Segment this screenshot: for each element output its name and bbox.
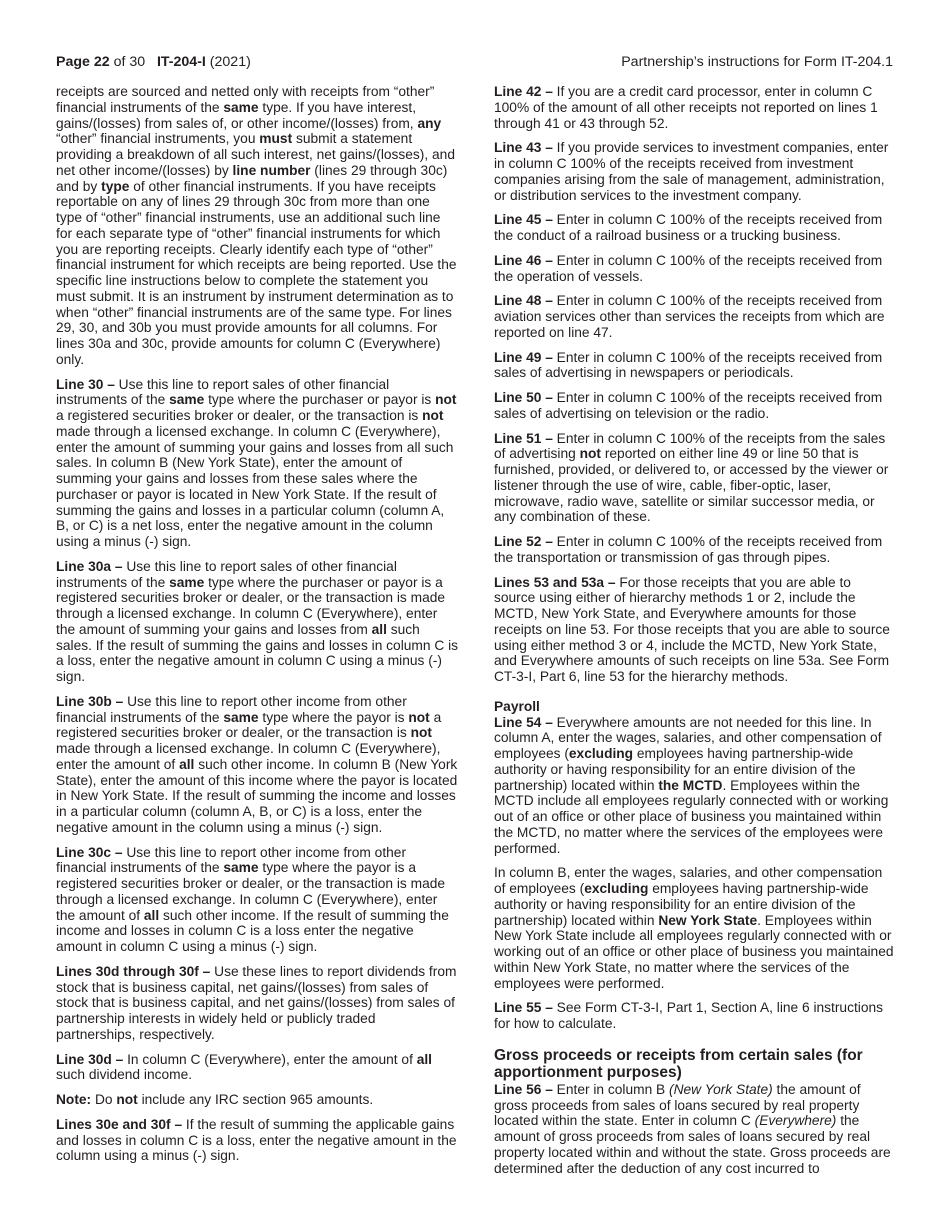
bold-text: same: [169, 574, 205, 590]
italic-text: (Everywhere): [754, 1113, 837, 1129]
line-30b-instruction: [56, 694, 458, 836]
bold-text: same: [223, 99, 259, 115]
text: reported on either line 49 or line 50 that is furnished, provided, or delivered to, or accessed by the viewer or listener through the use of wire, cable, fiber-optic, laser, microwave, radio wave, satellite or similar successor media, or any combination of these.: [494, 446, 889, 525]
text: If you provide services to investment companies, enter in column C 100% of the receipts received from investment companies arising from the sale of management, administration, or distribution services to the investment company.: [494, 140, 889, 203]
line-30c-instruction: [56, 845, 458, 955]
bold-text: New York State: [658, 912, 758, 928]
text: If the result of summing the applicable gains and losses in column C is a loss, enter the negative amount in the column using a minus (-) sign.: [56, 1116, 457, 1164]
line-49-instruction: [494, 350, 896, 382]
bold-text: not: [116, 1092, 138, 1107]
text: See Form CT-3-I, Part 1, Section A, line 6 instructions for how to calculate.: [494, 1000, 883, 1031]
lines-30d-30f-instruction: [56, 964, 458, 1043]
page-title: Partnership’s instructions for Form IT-204.1: [621, 54, 893, 70]
text: Use this line to report sales of other financial instruments of the: [56, 558, 397, 590]
text: such other income. In column B (New York State), enter the amount of this income where the payor is located in New York State. If the result of summing the income and losses in a particular column (column A, B, or C) is a loss, enter the negative amount in the column using a minus (-) sign.: [56, 756, 458, 835]
text: Use these lines to report dividends from stock that is business capital, net gains/(losses) from sales of stock that is business capital, and net gains/(losses) from sales of partnership interests in widely held or publicly traded partnerships, respectively.: [56, 963, 457, 1042]
line-42-instruction: [494, 84, 896, 131]
line-label: Line 45 –: [494, 212, 553, 228]
line-label: Line 30d –: [56, 1051, 124, 1067]
bold-text: same: [169, 392, 205, 408]
text: such sales. If the result of summing the gains and losses in column C is a loss, enter the negative amount in column C using a minus (-) sign.: [56, 621, 458, 684]
bold-text: excluding: [584, 881, 649, 896]
bold-text: all: [143, 907, 160, 923]
bold-text: not: [410, 725, 433, 741]
text: Use this line to report sales of other financial instruments of the: [56, 376, 390, 408]
text: Enter in column C 100% of the receipts received from the conduct of a railroad business or a trucking business.: [494, 212, 883, 243]
text: the amount of gross proceeds from sales of loans secured by real property located within the state. Enter in column C: [494, 1081, 861, 1129]
line-label: Line 54 –: [494, 714, 553, 730]
line-label: Line 30 –: [56, 376, 115, 392]
text: a registered securities broker or dealer, or the transaction is: [56, 709, 442, 741]
bold-text: must: [259, 131, 293, 147]
line-48-instruction: [494, 293, 896, 340]
bold-text: line number: [232, 162, 311, 178]
text: Do: [91, 1092, 117, 1107]
line-label: Line 43 –: [494, 140, 553, 156]
text: Use this line to report other income from other financial instruments of the: [56, 693, 407, 725]
lines-30e-30f-instruction: [56, 1117, 458, 1164]
line-43-instruction: [494, 140, 896, 203]
bold-text: same: [223, 709, 259, 725]
note-label: Note:: [56, 1092, 92, 1107]
text: In column B, enter the wages, salaries, and other compensation of employees (: [494, 865, 883, 896]
line-54-column-b: [494, 865, 896, 991]
text: Enter in column C 100% of the receipts received from sales of advertising on television or the radio.: [494, 390, 883, 421]
text: such dividend income.: [56, 1067, 193, 1083]
line-56-instruction: [494, 1082, 896, 1177]
text: made through a licensed exchange. In column C (Everywhere), enter the amount of: [56, 741, 441, 772]
text: . Employees within the MCTD include all employees regularly connected with or working out of an office or other place of business you maintained within the MCTD, no matter where the services of the employees were performed.: [494, 777, 889, 856]
page-of: of 30: [109, 54, 146, 70]
text: receipts are sourced and netted only with receipts from “other” financial instruments of the: [56, 84, 435, 115]
left-column: [56, 84, 458, 1173]
text: Enter in column C 100% of the receipts received from the transportation or transmission of gas through pipes.: [494, 534, 883, 565]
bold-text: not: [422, 408, 444, 423]
line-label: Line 52 –: [494, 534, 553, 549]
text: In column C (Everywhere), enter the amount of: [123, 1051, 417, 1067]
text: If you are a credit card processor, enter in column C 100% of the amount of all other receipts not reported on lines 1 through 41 or 43 through 52.: [494, 84, 878, 131]
text: Enter in column C 100% of the receipts received from sales of advertising in newspapers or periodicals.: [494, 349, 883, 381]
text: Use this line to report other income from other financial instruments of the: [56, 844, 407, 876]
paragraph-continued: [56, 84, 458, 368]
line-55-instruction: [494, 1000, 896, 1032]
line-45-instruction: [494, 212, 896, 244]
bold-text: not: [579, 446, 601, 462]
bold-text: all: [179, 756, 195, 772]
text: type where the purchaser or payor is: [204, 392, 436, 408]
lines-53-53a-instruction: [494, 575, 896, 685]
line-54-instruction: [494, 715, 896, 857]
line-51-instruction: [494, 431, 896, 526]
payroll-heading: Payroll: [494, 698, 540, 714]
gross-proceeds-heading: Gross proceeds or receipts from certain sales (for apportionment purposes): [494, 1046, 863, 1082]
text: submit a statement providing a breakdown of all such interest, net gains/(losses), and net other income/(losses) by: [56, 131, 455, 178]
page-number-and-form: [56, 53, 251, 71]
text: Everywhere amounts are not needed for this line. In column A, enter the wages, salaries, and other compensation of employees (: [494, 714, 882, 761]
text: Enter in column C 100% of the receipts received from aviation services other than services the receipts from which are reported on line 47.: [494, 293, 885, 340]
text: employees having partnership-wide authority or having responsibility for an entire division of the partnership) located within: [494, 881, 869, 928]
text: Enter in column B: [552, 1081, 670, 1097]
page-label: Page 22: [56, 54, 110, 70]
line-52-instruction: [494, 534, 896, 566]
line-label: Line 42 –: [494, 84, 553, 99]
text: the amount of gross proceeds from sales of loans secured by real property located within and without the state. Gross proceeds are determined after the deduction of any cost incurred to: [494, 1113, 891, 1176]
line-label: Line 56 –: [494, 1081, 553, 1097]
text: such other income. If the result of summing the income and losses in column C is a loss enter the negative amount in column C using a minus (-) sign.: [56, 907, 449, 954]
line-30d-instruction: [56, 1052, 458, 1084]
line-30-instruction: [56, 377, 458, 550]
bold-text: all: [371, 621, 387, 637]
line-label: Lines 53 and 53a –: [494, 574, 616, 590]
bold-text: excluding: [568, 746, 634, 761]
bold-text: all: [416, 1051, 433, 1067]
text: . Employees within New York State include all employees regularly connected with or working out of an office or other place of business you maintained within New York State, no matter where the services of the employees were performed.: [494, 912, 894, 991]
line-46-instruction: [494, 253, 896, 285]
line-label: Line 30a –: [56, 558, 123, 574]
text: For those receipts that you are able to source using either of hierarchy methods 1 or 2, include the MCTD, New York State, and Everywhere amounts for those receipts on line 53. For those receipts that you are able to source using either method 3 or 4, include the MCTD, New York State, and Everywhere amounts of such receipts on line 53a. See Form CT-3-I, Part 6, line 53 for the hierarchy methods.: [494, 574, 890, 684]
line-label: Lines 30d through 30f –: [56, 963, 211, 979]
line-label: Line 48 –: [494, 293, 553, 309]
bold-text: not: [435, 392, 457, 408]
italic-text: (New York State): [669, 1081, 773, 1097]
bold-text: any: [417, 115, 442, 131]
text: type. If you have interest, gains/(losses) from sales of, or other income/(losses) from,: [56, 99, 418, 131]
right-column: [494, 84, 896, 1176]
line-label: Lines 30e and 30f –: [56, 1116, 183, 1132]
line-label: Line 51 –: [494, 430, 553, 446]
text: employees having partnership-wide authority or having responsibility for an entire division of the partnership) located within: [494, 746, 856, 793]
line-label: Line 49 –: [494, 349, 553, 365]
line-30a-instruction: [56, 559, 458, 685]
text: type where the payor is: [258, 709, 409, 725]
bold-text: same: [223, 860, 259, 876]
bold-text: type: [101, 178, 130, 194]
text: a registered securities broker or dealer, or the transaction is: [56, 408, 423, 423]
text: type where the payor is a registered securities broker or dealer, or the transaction is made through a licensed exchange. In column C (Everywhere), enter the amount of: [56, 860, 446, 923]
text: Enter in column C 100% of the receipts from the sales of advertising: [494, 430, 886, 462]
line-label: Line 46 –: [494, 252, 553, 268]
line-50-instruction: [494, 390, 896, 422]
text: type where the purchaser or payor is a registered securities broker or dealer, or the transaction is made through a licensed exchange. In column C (Everywhere), enter the amount of summing your gains and losses from: [56, 574, 446, 637]
text: “other” financial instruments, you: [56, 131, 260, 147]
text: Enter in column C 100% of the receipts received from the operation of vessels.: [494, 252, 883, 284]
line-label: Line 50 –: [494, 390, 553, 405]
bold-text: not: [408, 709, 430, 725]
form-year: (2021): [205, 54, 251, 70]
text: include any IRC section 965 amounts.: [137, 1092, 374, 1107]
bold-text: the MCTD: [658, 777, 723, 793]
text: made through a licensed exchange. In column C (Everywhere), enter the amount of summing your gains and losses from all such sales. In column B (New York State), enter the amount of summing your gains and losses from these sales where the purchaser or payor is located in New York State. If the result of summing the gains and losses in a particular column (column A, B, or C) is a net loss, enter the negative amount in the column using a minus (-) sign.: [56, 423, 454, 549]
text: of other financial instruments. If you have receipts reportable on any of lines 29 through 30c from more than one type of “other” financial instruments, use an additional such line for each separate type of “other” financial instruments for which you are reporting receipts. Clearly identify each type of “other” financial instrument for which receipts are being reported. Use the specific line instructions below to complete the statement you must submit. It is an instrument by instrument determination as to when “other” financial instruments are of the same type. For lines 29, 30, and 30b you must provide amounts for all columns. For lines 30a and 30c, provide amounts for column C (Everywhere) only.: [56, 178, 457, 367]
line-label: Line 30c –: [56, 844, 123, 860]
text: (lines 29 through 30c) and by: [56, 162, 448, 194]
note: [56, 1092, 458, 1108]
line-label: Line 55 –: [494, 1000, 553, 1016]
line-label: Line 30b –: [56, 693, 124, 709]
form-id: IT-204-I: [156, 54, 206, 70]
